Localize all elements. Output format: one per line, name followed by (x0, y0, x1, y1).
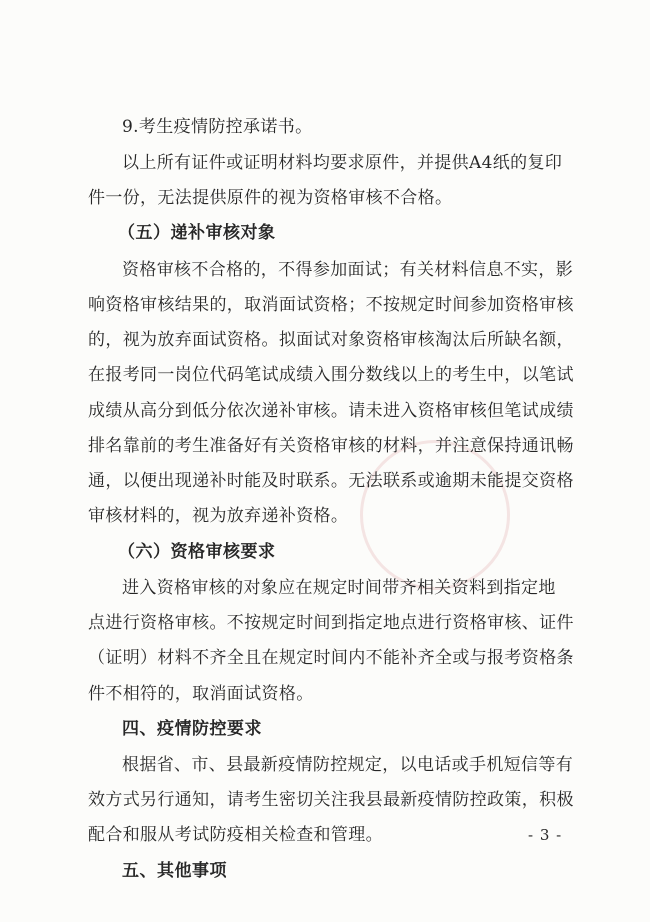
paragraph-line: 资格审核不合格的，不得参加面试；有关材料信息不实，影 (122, 260, 574, 280)
paragraph-line: 效方式另行通知，请考生密切关注我县最新疫情防控政策，积极 (88, 790, 574, 810)
paragraph-line: 配合和服从考试防疫相关检查和管理。 (88, 825, 383, 845)
section-heading-4: 四、疫情防控要求 (122, 719, 262, 739)
paragraph-line: 点进行资格审核。不按规定时间到指定地点进行资格审核、证件 (88, 613, 574, 633)
list-item-9: 9.考生疫情防控承诺书。 (122, 117, 313, 137)
paragraph-line: 根据省、市、县最新疫情防控规定，以电话或手机短信等有 (122, 755, 574, 775)
paragraph-line: 通，以便出现递补时能及时联系。无法联系或逾期未能提交资格 (88, 471, 574, 491)
paragraph-line: 审核材料的，视为放弃递补资格。 (88, 506, 349, 526)
paragraph-line: 进入资格审核的对象应在规定时间带齐相关资料到指定地 (122, 578, 556, 598)
paragraph-line: 件一份，无法提供原件的视为资格审核不合格。 (88, 188, 453, 208)
paragraph-line: 排名靠前的考生准备好有关资格审核的材料，并注意保持通讯畅 (88, 436, 574, 456)
paragraph-line: 的，视为放弃面试资格。拟面试对象资格审核淘汰后所缺名额， (88, 330, 574, 350)
section-heading-5-other: 五、其他事项 (122, 861, 227, 881)
paragraph-line: （证明）材料不齐全且在规定时间内不能补齐全或与报考资格条 (88, 648, 574, 668)
section-heading-5: （五）递补审核对象 (118, 223, 276, 243)
paragraph-line: 以上所有证件或证明材料均要求原件，并提供A4纸的复印 (122, 153, 563, 173)
page-number: - 3 - (528, 826, 563, 844)
paragraph-line: 响资格审核结果的，取消面试资格；不按规定时间参加资格审核 (88, 295, 574, 315)
paragraph-line: 成绩从高分到低分依次递补审核。请未进入资格审核但笔试成绩 (88, 401, 574, 421)
section-heading-6: （六）资格审核要求 (118, 542, 276, 562)
faint-red-seal (360, 440, 510, 590)
paragraph-line: 件不相符的，取消面试资格。 (88, 684, 314, 704)
paragraph-line: 在报考同一岗位代码笔试成绩入围分数线以上的考生中，以笔试 (88, 365, 574, 385)
